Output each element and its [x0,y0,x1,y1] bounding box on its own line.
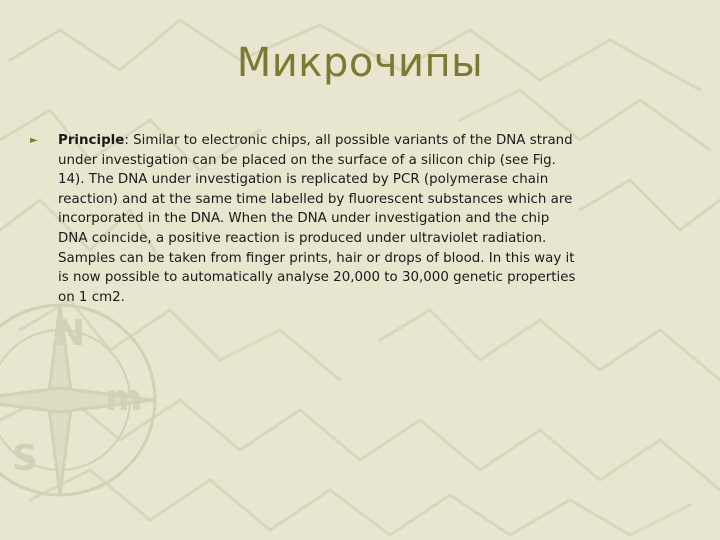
bullet-paragraph [58,131,578,307]
bullet-body-text: : Similar to electronic chips, all possible variants of the DNA strand under investigation can be placed on the surface of a silicon chip (see Fig. 14). The DNA under investigation is replicated by PCR (polymerase chain reaction) and at the same time labelled by fluorescent substances which are incorporated in the DNA. When the DNA under investigation and the chip DNA coincide, a positive reaction is produced under ultraviolet radiation. Samples can be taken from finger prints, hair or drops of blood. In this way it is now possible to automatically analyse 20,000 to 30,000 genetic properties on 1 cm2. [58,133,576,305]
triangle-bullet-icon: ► [30,135,38,146]
compass-letter-m: m [105,378,143,419]
bullet-term: Principle [58,133,125,148]
slide-title: Микрочипы [236,40,484,86]
compass-letter-s: S [12,438,38,479]
compass-letter-n: N [55,313,86,354]
